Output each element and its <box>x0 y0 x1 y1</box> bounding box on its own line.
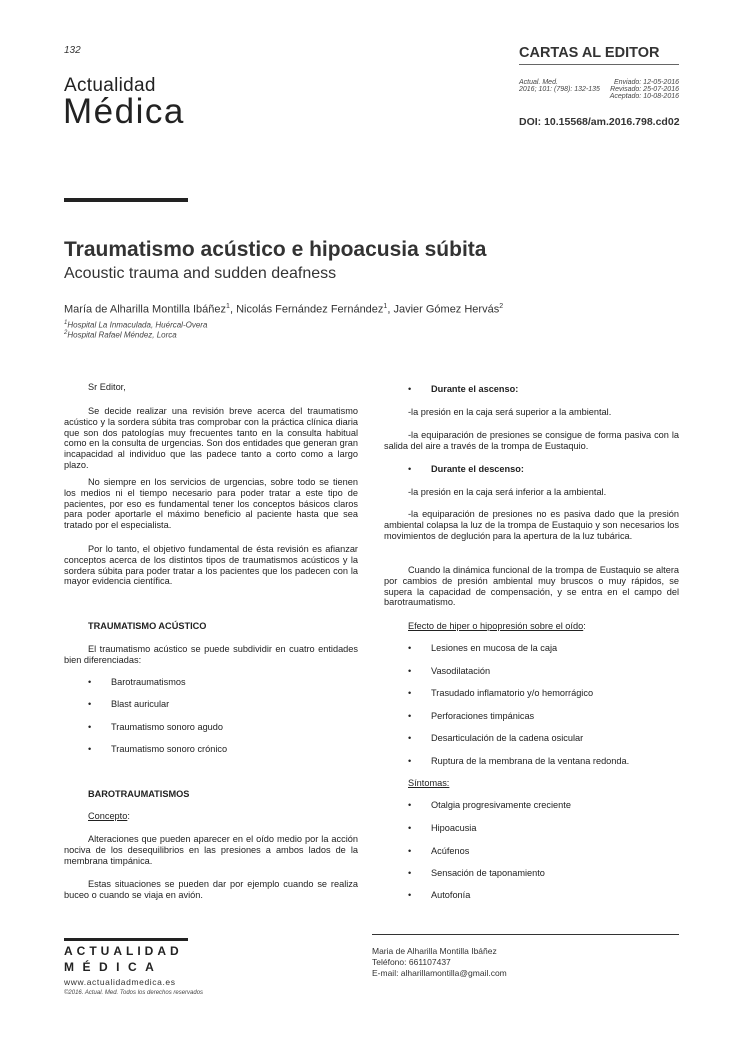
footer-brand-line2: MÉDICA <box>64 960 163 974</box>
list-item-text: Perforaciones timpánicas <box>431 711 535 721</box>
effects-label: Efecto de hiper o hipopresión sobre el oído <box>408 621 584 631</box>
affiliation-2 <box>64 330 177 340</box>
bullet-glyph: • <box>408 464 412 474</box>
bullet-glyph: • <box>408 846 412 856</box>
bullet-glyph: • <box>408 868 412 878</box>
contact-phone: Teléfono: 661107437 <box>372 957 451 967</box>
bullet-glyph: • <box>408 823 412 833</box>
affiliation-mark: 1 <box>64 320 68 326</box>
journal-logo-line2: Médica <box>63 92 185 131</box>
bullet-glyph: • <box>408 643 412 653</box>
bullet-glyph: • <box>408 384 412 394</box>
bullet-glyph: • <box>408 666 412 676</box>
section-heading: TRAUMATISMO ACÚSTICO <box>88 621 207 631</box>
author-list <box>64 303 503 316</box>
effects-colon: : <box>583 621 586 631</box>
list-item-text: Trasudado inflamatorio y/o hemorrágico <box>431 688 594 698</box>
footer-bar <box>64 938 188 941</box>
bullet-glyph: • <box>88 699 92 709</box>
symptoms-label: Síntomas: <box>408 778 450 788</box>
page-number: 132 <box>64 45 81 56</box>
contact-name: Maria de Alharilla Montilla Ibáñez <box>372 946 497 956</box>
affiliation-text: Hospital Rafael Méndez, Lorca <box>67 330 177 340</box>
bullet-glyph: • <box>408 711 412 721</box>
article-title: Traumatismo acústico e hipoacusia súbita <box>64 238 487 261</box>
section-divider <box>519 64 679 65</box>
footer-divider <box>372 934 679 935</box>
list-item-text: Traumatismo sonoro agudo <box>111 722 224 732</box>
paragraph: Se decide realizar una revisión breve acerca del traumatismo acústico y la sordera súbita tras comprobar con la práctica clínica diaria que son dos patologías muy frecuentes tanto en la consulta habitual como en la consulta de urgencias. Son dos entidades que generan gran incapacidad al individuo que las padece tanto a corto como a largo plazo. <box>64 406 358 470</box>
list-item-text: Lesiones en mucosa de la caja <box>431 643 558 653</box>
list-item-text: Ruptura de la membrana de la ventana redonda. <box>431 756 630 766</box>
date-accepted: Aceptado: 10-08-2016 <box>609 93 679 100</box>
correspondence-block <box>372 946 507 979</box>
bullet-glyph: • <box>408 733 412 743</box>
paragraph: No siempre en los servicios de urgencias, sobre todo se tienen los medios ni el tiempo necesario para poder tratar a este tipo de pacientes, por eso es fundamental tener los conceptos básicos claros para poder aportarle el máximo beneficio al paciente hasta que sea tratado por el especialista. <box>64 477 358 531</box>
bullet-glyph: • <box>408 800 412 810</box>
effects-label-line <box>384 621 679 632</box>
paragraph: -la equiparación de presiones se consigue de forma pasiva con la salida del aire a través de la trompa de Eustaquio. <box>384 430 679 451</box>
list-item-text: Hipoacusia <box>431 823 477 833</box>
list-item-text: Traumatismo sonoro crónico <box>111 744 228 754</box>
decorative-bar <box>64 198 188 202</box>
author-affiliation-mark: 1 <box>226 303 230 310</box>
bullet-glyph: • <box>88 722 92 732</box>
section-heading: BAROTRAUMATISMOS <box>88 789 190 799</box>
concept-label-line <box>64 811 358 822</box>
doi: DOI: 10.15568/am.2016.798.cd02 <box>519 116 680 128</box>
footer-brand-line1: ACTUALIDAD <box>64 944 183 958</box>
bullet-glyph: • <box>408 890 412 900</box>
bullet-glyph: • <box>408 688 412 698</box>
subheading-text: Durante el descenso: <box>431 464 524 474</box>
date-sent: Enviado: 12-05-2016 <box>614 79 679 86</box>
author-affiliation-mark: 1 <box>383 303 388 310</box>
paragraph: Alteraciones que pueden aparecer en el oído medio por la acción nociva de los desequilibrios en las presiones a ambos lados de la membrana timpánica. <box>64 834 358 866</box>
footer-website[interactable]: www.actualidadmedica.es <box>64 977 176 987</box>
submission-dates <box>590 79 679 100</box>
bullet-glyph: • <box>88 744 92 754</box>
citation-line2: 2016; 101: (798): 132-135 <box>519 86 600 93</box>
author-affiliation-mark: 2 <box>499 303 504 310</box>
section-title: CARTAS AL EDITOR <box>519 45 660 61</box>
bullet-glyph: • <box>408 756 412 766</box>
list-item-text: Sensación de taponamiento <box>431 868 545 878</box>
paragraph: Estas situaciones se pueden dar por ejemplo cuando se realiza buceo o cuando se viaja en avión. <box>64 879 358 900</box>
citation-line1: Actual. Med. <box>519 79 558 86</box>
list-item-text: Barotraumatismos <box>111 677 186 687</box>
journal-logo-line1: Actualidad <box>64 75 156 96</box>
concept-label: Concepto <box>88 811 128 821</box>
list-item-text: Desarticulación de la cadena osicular <box>431 733 584 743</box>
list-item-text: Otalgia progresivamente creciente <box>431 800 571 810</box>
date-revised: Revisado: 25-07-2016 <box>610 86 679 93</box>
affiliation-1 <box>64 320 207 330</box>
paragraph: -la equiparación de presiones no es pasiva dado que la presión ambiental colapsa la luz de la trompa de Eustaquio y son necesarios los movimientos de deglución para la apertura de la luz tubárica. <box>384 509 679 541</box>
subheading-text: Durante el ascenso: <box>431 384 519 394</box>
affiliation-mark: 2 <box>64 330 68 336</box>
paragraph: -la presión en la caja será inferior a la ambiental. <box>408 487 607 497</box>
concept-colon: : <box>127 811 130 821</box>
author-separator: , <box>387 303 394 316</box>
list-item-text: Acúfenos <box>431 846 470 856</box>
footer-copyright: ©2016. Actual. Med. Todos los derechos reservados <box>64 990 204 996</box>
affiliation-text: Hospital La Inmaculada, Huércal-Overa <box>67 320 208 330</box>
author-separator: , <box>229 303 237 316</box>
paragraph: -la presión en la caja será superior a la ambiental. <box>408 407 612 417</box>
paragraph: El traumatismo acústico se puede subdividir en cuatro entidades bien diferenciadas: <box>64 644 358 665</box>
article-subtitle: Acoustic trauma and sudden deafness <box>64 265 337 282</box>
list-item-text: Autofonía <box>431 890 471 900</box>
author-name: Javier Gómez Hervás <box>393 303 500 316</box>
paragraph: Cuando la dinámica funcional de la trompa de Eustaquio se altera por cambios de presión ambiental muy bruscos o muy rápidos, se supera la capacidad de compensación, y se entra en el campo del barotraumatismo. <box>384 565 679 608</box>
contact-email[interactable]: E-mail: alharillamontilla@gmail.com <box>372 968 507 978</box>
salutation: Sr Editor, <box>88 382 126 392</box>
bullet-glyph: • <box>88 677 92 687</box>
citation <box>519 79 600 93</box>
paragraph: Por lo tanto, el objetivo fundamental de ésta revisión es afianzar conceptos acerca de los distintos tipos de traumatismos acústicos y la sordera súbita para poder tratar a los pacientes que los padecen con la mayor evidencia científica. <box>64 544 358 587</box>
author-name: María de Alharilla Montilla Ibáñez <box>64 303 227 316</box>
list-item-text: Blast auricular <box>111 699 170 709</box>
list-item-text: Vasodilatación <box>431 666 491 676</box>
author-name: Nicolás Fernández Fernández <box>236 303 384 316</box>
